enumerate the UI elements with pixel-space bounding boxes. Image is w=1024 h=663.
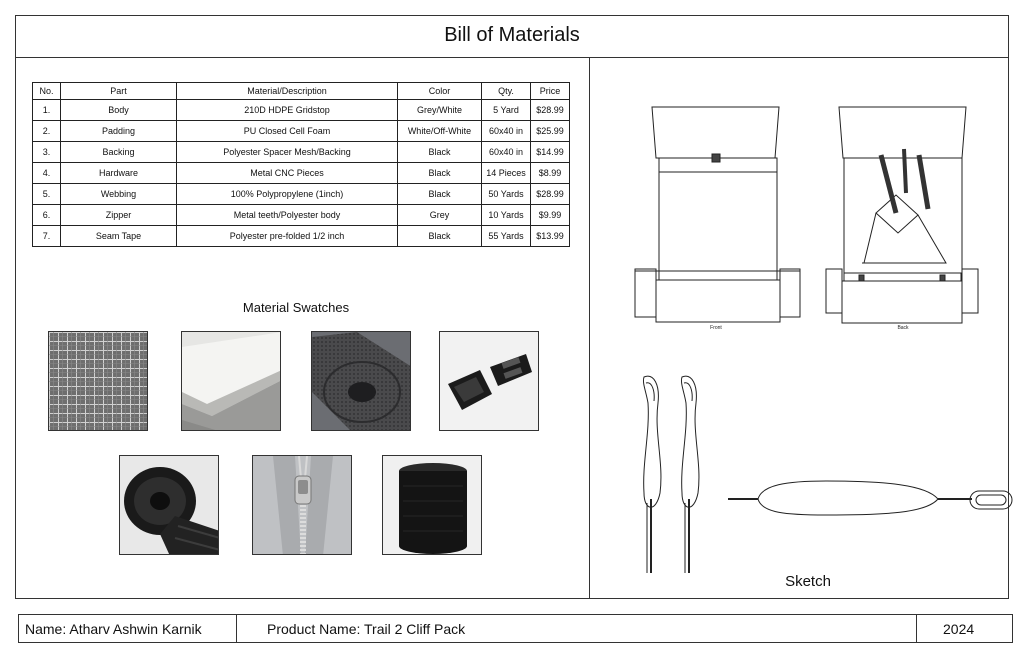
gridstop-fabric-image	[49, 332, 148, 431]
col-header-part: Part	[61, 83, 177, 100]
cell-part: Zipper	[61, 205, 177, 226]
front-view-drawing	[635, 107, 800, 322]
cell-no: 7.	[33, 226, 61, 247]
cell-color: White/Off-White	[398, 121, 482, 142]
seam-tape-image	[383, 456, 482, 555]
spacer-mesh-image	[312, 332, 411, 431]
swatch-spacer-mesh	[311, 331, 411, 431]
back-caption: Back	[897, 325, 909, 331]
cell-no: 4.	[33, 163, 61, 184]
bom-table	[32, 82, 570, 247]
back-view-drawing	[826, 107, 978, 323]
cell-color: Grey/White	[398, 100, 482, 121]
cell-qty: 60x40 in	[482, 142, 531, 163]
col-header-material: Material/Description	[177, 83, 398, 100]
swatch-gridstop-fabric	[48, 331, 148, 431]
cell-color: Black	[398, 163, 482, 184]
cell-material: Polyester pre-folded 1/2 inch	[177, 226, 398, 247]
cell-part: Webbing	[61, 184, 177, 205]
cell-qty: 5 Yard	[482, 100, 531, 121]
cell-color: Black	[398, 226, 482, 247]
cell-part: Padding	[61, 121, 177, 142]
footer	[18, 614, 1013, 643]
table-row	[33, 184, 570, 205]
cell-part: Backing	[61, 142, 177, 163]
footer-divider	[236, 615, 237, 642]
cell-material: Metal CNC Pieces	[177, 163, 398, 184]
cell-part: Body	[61, 100, 177, 121]
table-row	[33, 205, 570, 226]
title-box	[15, 15, 1009, 58]
front-caption: Front	[710, 325, 722, 331]
cell-price: $14.99	[531, 142, 570, 163]
col-header-no: No.	[33, 83, 61, 100]
cell-no: 3.	[33, 142, 61, 163]
shoulder-straps-drawing	[643, 376, 699, 573]
col-header-color: Color	[398, 83, 482, 100]
cell-no: 5.	[33, 184, 61, 205]
bom-header-row	[33, 83, 570, 100]
cell-price: $13.99	[531, 226, 570, 247]
cell-color: Black	[398, 142, 482, 163]
page-title: Bill of Materials	[444, 24, 580, 46]
zipper-image	[253, 456, 352, 555]
col-header-price: Price	[531, 83, 570, 100]
hip-belt-drawing	[728, 481, 1012, 515]
cell-qty: 14 Pieces	[482, 163, 531, 184]
cell-no: 6.	[33, 205, 61, 226]
swatch-closed-cell-foam	[181, 331, 281, 431]
year: 2024	[943, 621, 975, 637]
cell-material: 210D HDPE Gridstop	[177, 100, 398, 121]
webbing-image	[120, 456, 219, 555]
swatch-buckle-hardware	[439, 331, 539, 431]
cell-material: PU Closed Cell Foam	[177, 121, 398, 142]
cell-no: 1.	[33, 100, 61, 121]
swatch-metal-zipper	[252, 455, 352, 555]
designer-name: Name: Atharv Ashwin Karnik	[25, 621, 202, 637]
table-row	[33, 226, 570, 247]
buckle-image	[440, 332, 539, 431]
panel-divider	[589, 58, 590, 598]
swatch-seam-tape	[382, 455, 482, 555]
cell-price: $28.99	[531, 100, 570, 121]
cell-qty: 10 Yards	[482, 205, 531, 226]
sketch-drawing	[606, 103, 1018, 573]
table-row	[33, 142, 570, 163]
main-panel	[15, 57, 1009, 599]
col-header-qty: Qty.	[482, 83, 531, 100]
cell-qty: 50 Yards	[482, 184, 531, 205]
cell-qty: 55 Yards	[482, 226, 531, 247]
cell-color: Black	[398, 184, 482, 205]
footer-divider	[916, 615, 917, 642]
swatches-title: Material Swatches	[242, 300, 350, 315]
sketch-label: Sketch	[785, 573, 831, 590]
cell-price: $28.99	[531, 184, 570, 205]
cell-qty: 60x40 in	[482, 121, 531, 142]
cell-color: Grey	[398, 205, 482, 226]
product-name: Product Name: Trail 2 Cliff Pack	[267, 621, 466, 637]
cell-part: Seam Tape	[61, 226, 177, 247]
foam-image	[182, 332, 281, 431]
cell-material: Polyester Spacer Mesh/Backing	[177, 142, 398, 163]
cell-material: Metal teeth/Polyester body	[177, 205, 398, 226]
table-row	[33, 121, 570, 142]
swatch-webbing	[119, 455, 219, 555]
cell-material: 100% Polypropylene (1inch)	[177, 184, 398, 205]
cell-price: $25.99	[531, 121, 570, 142]
table-row	[33, 100, 570, 121]
cell-price: $8.99	[531, 163, 570, 184]
cell-no: 2.	[33, 121, 61, 142]
table-row	[33, 163, 570, 184]
cell-part: Hardware	[61, 163, 177, 184]
cell-price: $9.99	[531, 205, 570, 226]
